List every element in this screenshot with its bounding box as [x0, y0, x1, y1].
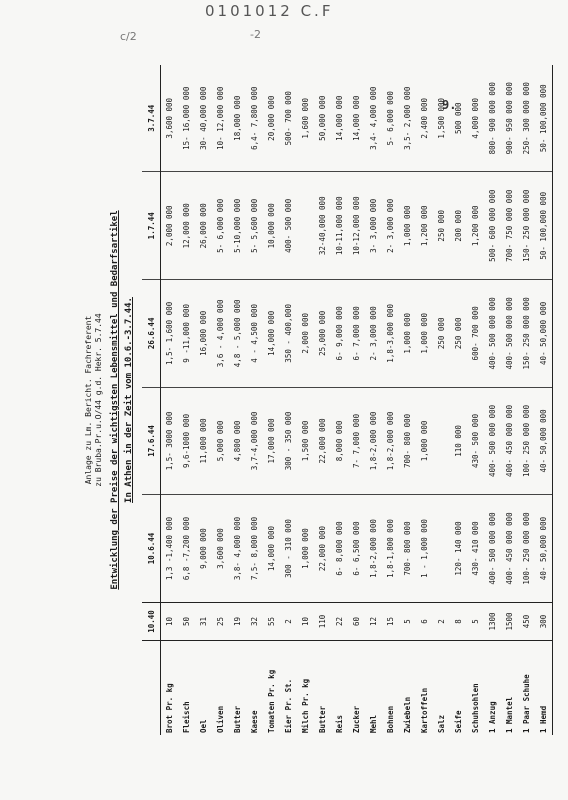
- price-cell: 14,000 000: [335, 95, 344, 141]
- price-cell: 8,000 000: [331, 387, 348, 495]
- document-title: Entwicklung der Preise der wichtigsten Lebensmittel und Bedarfsartikel: [110, 210, 120, 590]
- price-cell: 4 - 4,500 000: [246, 280, 263, 388]
- table-row: [416, 65, 433, 735]
- table-body: [161, 65, 553, 735]
- item-name-cell: Schuhsohlen: [467, 641, 484, 735]
- price-cell: 14,000 000: [352, 95, 361, 141]
- item-name-cell: Kartoffeln: [416, 641, 433, 735]
- price-cell: 12,000 000: [178, 172, 195, 280]
- column-header: 1.7.44: [142, 172, 161, 280]
- price-cell: 1,8-3,000 000: [382, 280, 399, 388]
- price-cell: 6- 9,000 000: [331, 280, 348, 388]
- price-cell: 2,400 000: [420, 97, 429, 139]
- price-cell: 120- 140 000: [450, 495, 467, 603]
- price-cell: 2- 3,000 000: [382, 172, 399, 280]
- price-cell: 10-12,000 000: [348, 172, 365, 280]
- price-cell: 3,6 - 4,000 000: [212, 280, 229, 388]
- price-cell: 6- 7,000 000: [348, 280, 365, 388]
- price-cell: 1,000 000: [416, 280, 433, 388]
- handwritten-mark: c/2: [120, 30, 137, 43]
- price-cell: 15- 16,000 000: [182, 86, 191, 150]
- price-cell: 31: [195, 602, 212, 640]
- price-cell: 8: [450, 602, 467, 640]
- price-cell: 400- 500 000 000: [484, 280, 501, 388]
- price-cell: 110: [314, 602, 331, 640]
- price-cell: 500 000: [454, 102, 463, 135]
- table-row: [450, 65, 467, 735]
- price-cell: 700- 800 000: [399, 495, 416, 603]
- table-row: [484, 65, 501, 735]
- price-cell: 800- 900 000 000: [488, 82, 497, 155]
- item-name-cell: Seife: [450, 641, 467, 735]
- price-cell: 5,000 000: [212, 387, 229, 495]
- price-cell: 1,8-1,800 000: [382, 495, 399, 603]
- item-name-cell: 1 Mantel: [501, 641, 518, 735]
- price-cell: 450: [518, 602, 535, 640]
- item-name-cell: Kaese: [246, 641, 263, 735]
- price-cell: 1,600 000: [301, 97, 310, 139]
- price-cell: 300 - 310 000: [280, 495, 297, 603]
- price-cell: 1,8-2,000 000: [382, 387, 399, 495]
- handwritten-mark: -2: [250, 28, 261, 41]
- price-cell: 12: [365, 602, 382, 640]
- price-cell: 900- 950 000 000: [505, 82, 514, 155]
- price-cell: [433, 495, 450, 603]
- price-cell: 500- 700 000: [284, 91, 293, 146]
- price-cell: 400- 500 000 000: [484, 495, 501, 603]
- item-name-cell: Brot Pr. kg: [161, 641, 179, 735]
- price-cell: 6,8 -7,200 000: [178, 495, 195, 603]
- item-name-cell: Bohnen: [382, 641, 399, 735]
- item-name-cell: 1 Anzug: [484, 641, 501, 735]
- price-cell: 350 - 400,000: [280, 280, 297, 388]
- price-cell: 100- 250 000 000: [518, 387, 535, 495]
- price-cell: 14,000 000: [263, 495, 280, 603]
- price-cell: 5: [399, 602, 416, 640]
- price-cell: 700- 750 000 000: [501, 172, 518, 280]
- price-cell: 10: [161, 602, 179, 640]
- price-cell: 250 000: [433, 172, 450, 280]
- price-cell: 1,000 000: [399, 172, 416, 280]
- price-cell: 3,600 000: [212, 495, 229, 603]
- price-cell: 1300: [484, 602, 501, 640]
- item-name-cell: Zwiebeln: [399, 641, 416, 735]
- price-cell: 22: [331, 602, 348, 640]
- price-cell: 11,000 000: [195, 387, 212, 495]
- item-name-cell: Milch Pr. kg: [297, 641, 314, 735]
- price-cell: 6- 6,500 000: [348, 495, 365, 603]
- price-table: [142, 65, 553, 735]
- price-cell: 3,5- 2,000 000: [403, 86, 412, 150]
- price-cell: 6- 8,000 000: [331, 495, 348, 603]
- price-cell: 40- 50,000 000: [535, 495, 553, 603]
- item-name-cell: Reis: [331, 641, 348, 735]
- price-cell: 430- 500 000: [467, 387, 484, 495]
- price-cell: 1,000 000: [297, 495, 314, 603]
- item-name-cell: Fleisch: [178, 641, 195, 735]
- price-cell: 250 000: [450, 280, 467, 388]
- price-cell: [433, 387, 450, 495]
- price-cell: 22,000 000: [314, 495, 331, 603]
- price-cell: 400- 450 000 000: [501, 387, 518, 495]
- price-cell: 500- 600 000 000: [484, 172, 501, 280]
- price-cell: 6,4- 7,800 000: [250, 86, 259, 150]
- item-name-cell: Eier Pr. St.: [280, 641, 297, 735]
- price-cell: 700- 800 000: [399, 387, 416, 495]
- price-cell: 4,800 000: [229, 387, 246, 495]
- price-cell: 1,5- 1,600 000: [161, 280, 179, 388]
- price-cell: 16,000 000: [195, 280, 212, 388]
- page-number: 9.: [442, 98, 457, 112]
- price-cell: 32: [246, 602, 263, 640]
- item-name-cell: 1 Hemd: [535, 641, 553, 735]
- header-line-1: Anlage zu Lm. Bericht. Fachreferent: [84, 315, 93, 485]
- table-row: [382, 65, 399, 735]
- price-cell: 600- 700 000: [467, 280, 484, 388]
- price-cell: 9,000 000: [195, 495, 212, 603]
- price-cell: 19: [229, 602, 246, 640]
- table-header-row: [142, 65, 161, 735]
- price-cell: 5- 6,000 000: [386, 91, 395, 146]
- price-cell: 1,500 000: [297, 387, 314, 495]
- rotated-content: [84, 60, 548, 740]
- price-cell: 1,8-2,000 000: [365, 495, 382, 603]
- price-cell: 400- 500 000 000: [501, 280, 518, 388]
- price-cell: 400- 500 000 000: [484, 387, 501, 495]
- price-cell: 2,000 000: [297, 280, 314, 388]
- price-cell: 3,7-4,000 000: [246, 387, 263, 495]
- table-row: [331, 65, 348, 735]
- price-cell: 10-11,000 000: [331, 172, 348, 280]
- price-cell: 430- 410 000: [467, 495, 484, 603]
- price-cell: 110 000: [450, 387, 467, 495]
- table-row: [263, 65, 280, 735]
- item-name-cell: Butter: [229, 641, 246, 735]
- price-cell: 20,000 000: [267, 95, 276, 141]
- price-cell: 1,200 000: [416, 172, 433, 280]
- price-cell: 14,000 000: [263, 280, 280, 388]
- column-header: 26.6.44: [142, 280, 161, 388]
- price-cell: 2: [433, 602, 450, 640]
- table-row: [195, 65, 212, 735]
- table-row: [280, 65, 297, 735]
- price-cell: 9 -11,000 000: [178, 280, 195, 388]
- price-cell: 40- 50,000 000: [535, 280, 553, 388]
- table-row: [246, 65, 263, 735]
- table-row: [399, 65, 416, 735]
- price-cell: 1,000 000: [399, 280, 416, 388]
- price-cell: 250- 300 000 000: [522, 82, 531, 155]
- price-cell: 40- 50,000 000: [535, 387, 553, 495]
- item-name-cell: Oel: [195, 641, 212, 735]
- item-name-cell: Butter: [314, 641, 331, 735]
- price-cell: 26,000 000: [195, 172, 212, 280]
- price-cell: 4,8 - 5,000 000: [229, 280, 246, 388]
- table-row: [501, 65, 518, 735]
- table-row: [348, 65, 365, 735]
- column-header: 10.6.44: [142, 495, 161, 603]
- price-cell: 150- 250 000 000: [518, 280, 535, 388]
- price-cell: 18,000 000: [233, 95, 242, 141]
- price-cell: 10- 12,000 000: [216, 86, 225, 150]
- item-name-cell: Zucker: [348, 641, 365, 735]
- price-cell: 300 - 350 000: [280, 387, 297, 495]
- price-cell: 250 000: [433, 280, 450, 388]
- price-cell: 30- 40,000 000: [199, 86, 208, 150]
- price-cell: 200 000: [450, 172, 467, 280]
- header-line-2: zu Bruba.Pr.u.O/44 g.d. Hekr. 5.7.44: [94, 313, 103, 487]
- price-cell: 1,000 000: [416, 387, 433, 495]
- item-name-cell: Mehl: [365, 641, 382, 735]
- price-cell: 3,600 000: [165, 97, 174, 139]
- price-cell: 17,000 000: [263, 387, 280, 495]
- price-cell: 2,000 000: [161, 172, 179, 280]
- price-cell: 400- 500 000: [280, 172, 297, 280]
- price-cell: 1,3 -1,400 000: [161, 495, 179, 603]
- table-row: [535, 65, 553, 735]
- price-cell: 3,8- 4,000 000: [229, 495, 246, 603]
- price-cell: 1,8-2,000 000: [365, 387, 382, 495]
- price-cell: 10: [297, 602, 314, 640]
- price-cell: 22,000 000: [314, 387, 331, 495]
- column-header: 3.7.44: [142, 65, 161, 172]
- price-cell: 5- 5,600 000: [246, 172, 263, 280]
- price-cell: 9,6-1000 000: [178, 387, 195, 495]
- price-cell: 5-10,000 000: [229, 172, 246, 280]
- price-cell: 1 - 1,000 000: [416, 495, 433, 603]
- table-row: [161, 65, 179, 735]
- price-cell: 1,200 000: [467, 172, 484, 280]
- item-name-cell: Salz: [433, 641, 450, 735]
- price-cell: 25,000 000: [314, 280, 331, 388]
- table-row: [467, 65, 484, 735]
- table-row: [229, 65, 246, 735]
- price-cell: 5- 6,000 000: [212, 172, 229, 280]
- price-cell: 10,000 000: [263, 172, 280, 280]
- table-row: [433, 65, 450, 735]
- price-cell: 100- 250 000 000: [518, 495, 535, 603]
- price-cell: 5: [467, 602, 484, 640]
- price-cell: 300: [535, 602, 553, 640]
- price-cell: 60: [348, 602, 365, 640]
- price-cell: 4,000 000: [471, 97, 480, 139]
- price-cell: 7- 7,000 000: [348, 387, 365, 495]
- price-cell: 150- 250 000 000: [518, 172, 535, 280]
- price-cell: 50: [178, 602, 195, 640]
- column-header: 17.6.44: [142, 387, 161, 495]
- price-cell: 15: [382, 602, 399, 640]
- price-cell: 50- 100,000 000: [535, 65, 553, 172]
- table-row: [178, 65, 195, 735]
- price-cell: 3- 3,000 000: [365, 172, 382, 280]
- price-cell: 1,5- 3000 000: [161, 387, 179, 495]
- item-name-cell: Tomaten Pr. kg: [263, 641, 280, 735]
- price-cell: 2: [280, 602, 297, 640]
- price-cell: 1,500 000: [437, 97, 446, 139]
- archive-stamp: 0101012 C.F: [205, 2, 334, 20]
- price-cell: 50- 100,000 000: [535, 172, 553, 280]
- price-cell: 6: [416, 602, 433, 640]
- table-row: [297, 65, 314, 735]
- item-name-cell: 1 Paar Schuhe: [518, 641, 535, 735]
- price-cell: 50,000 000: [318, 95, 327, 141]
- price-cell: [297, 172, 314, 280]
- table-row: [365, 65, 382, 735]
- column-header: [142, 641, 161, 735]
- price-cell: 55: [263, 602, 280, 640]
- price-cell: 25: [212, 602, 229, 640]
- table-row: [212, 65, 229, 735]
- price-cell: 7,5- 8,000 000: [246, 495, 263, 603]
- item-name-cell: Oliven: [212, 641, 229, 735]
- column-header: 10.40: [142, 602, 161, 640]
- price-cell: 400- 450 000 000: [501, 495, 518, 603]
- document-subtitle: In Athen in der Zeit vom 10.6.-3.7.44.: [124, 297, 134, 503]
- table-row: [314, 65, 331, 735]
- price-cell: 1500: [501, 602, 518, 640]
- price-cell: 32-40,000 000: [314, 172, 331, 280]
- table-row: [518, 65, 535, 735]
- price-cell: 2- 3,000 000: [365, 280, 382, 388]
- price-cell: 3,4- 4,000 000: [369, 86, 378, 150]
